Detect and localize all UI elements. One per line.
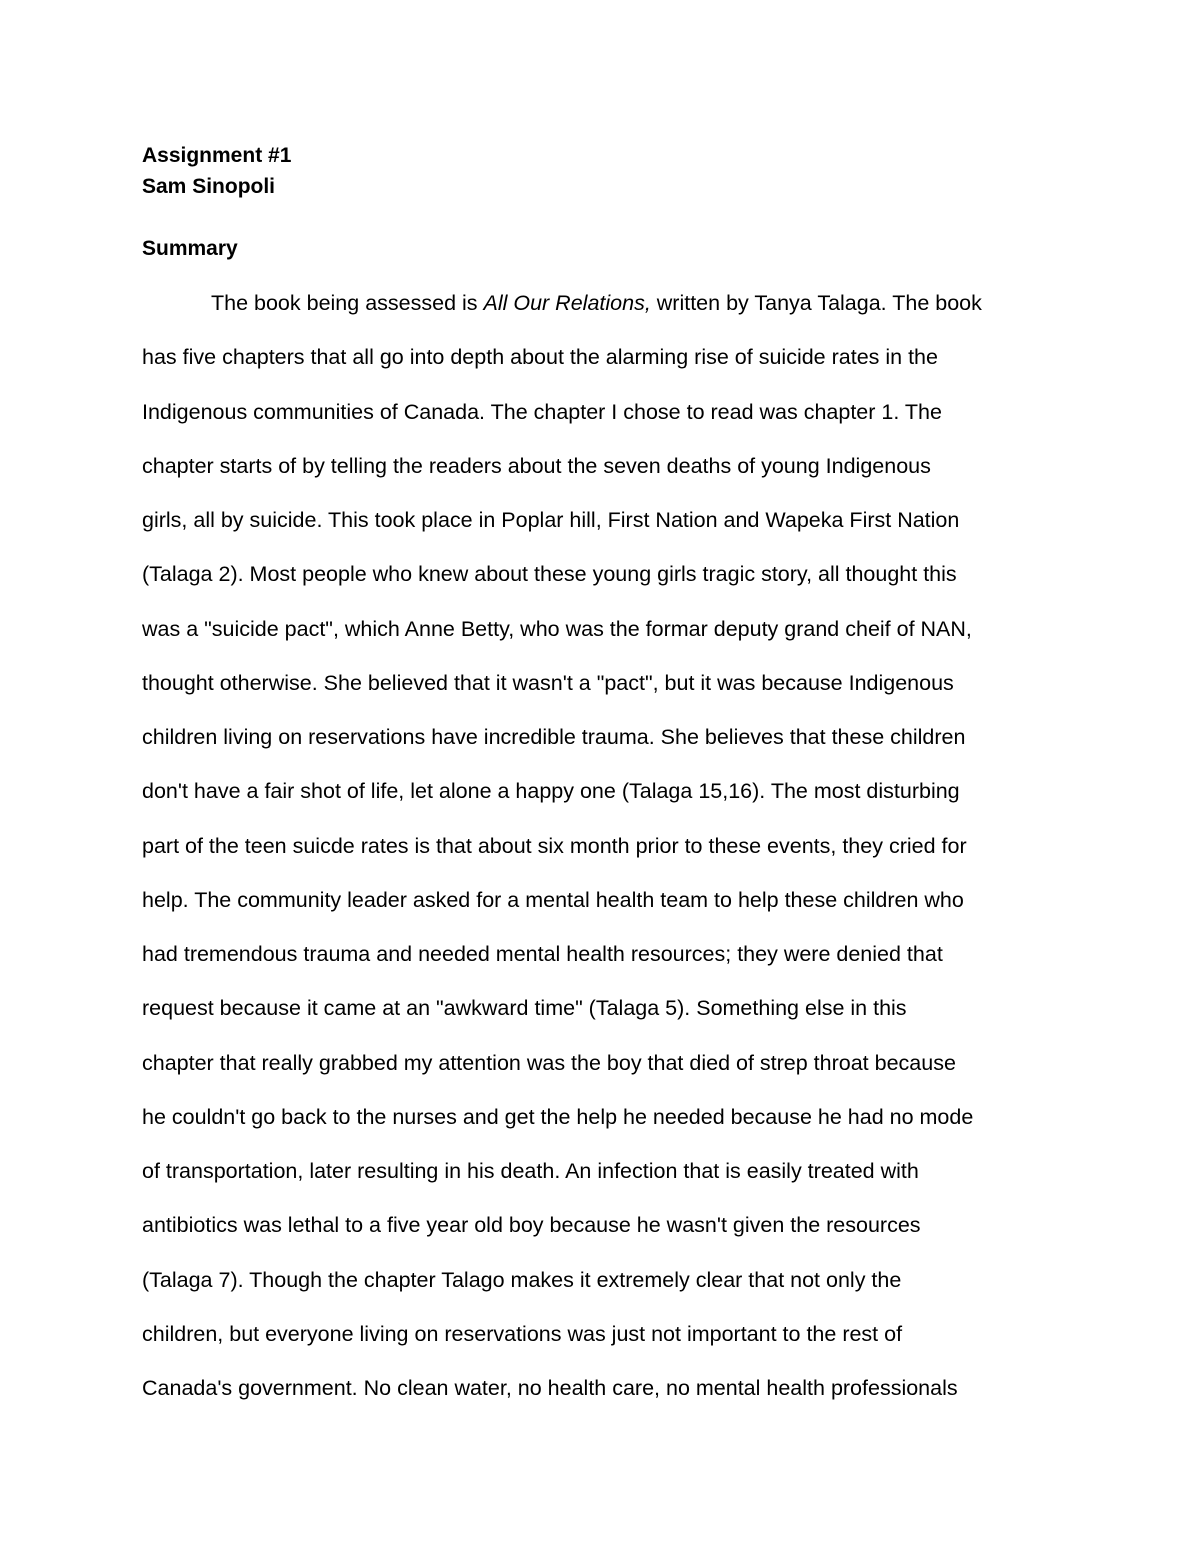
section-heading: Summary [142, 237, 238, 260]
assignment-title: Assignment #1 [142, 144, 292, 167]
paragraph-line: part of the teen suicde rates is that about six month prior to these events, they cried for [142, 833, 967, 858]
author-name: Sam Sinopoli [142, 175, 276, 198]
paragraph-line: Canada's government. No clean water, no health care, no mental health professionals [142, 1376, 958, 1400]
paragraph-line: (Talaga 7). Though the chapter Talago makes it extremely clear that not only the [142, 1267, 902, 1292]
paragraph-line: he couldn't go back to the nurses and get the help he needed because he had no mode [142, 1104, 974, 1129]
paragraph-line: has five chapters that all go into depth about the alarming rise of suicide rates in the [142, 345, 938, 370]
paragraph-line: chapter starts of by telling the readers about the seven deaths of young Indigenous [142, 453, 931, 478]
paragraph-line: girls, all by suicide. This took place in Poplar hill, First Nation and Wapeka First Nation [142, 508, 960, 532]
paragraph-line: request because it came at an "awkward time" (Talaga 5). Something else in this [142, 996, 907, 1021]
paragraph-line: don't have a fair shot of life, let alone a happy one (Talaga 15,16). The most disturbing [142, 779, 960, 804]
paragraph-line: children living on reservations have incredible trauma. She believes that these children [142, 725, 966, 749]
paragraph-line: (Talaga 2). Most people who knew about these young girls tragic story, all thought this [142, 562, 957, 587]
paragraph-line: help. The community leader asked for a mental health team to help these children who [142, 887, 964, 912]
summary-paragraph [142, 288, 1062, 1427]
text-run: The book being assessed is [211, 291, 484, 315]
paragraph-line: thought otherwise. She believed that it wasn't a "pact", but it was because Indigenous [142, 670, 954, 695]
text-run: written by Tanya Talaga. The book [650, 291, 982, 315]
paragraph-line: Indigenous communities of Canada. The chapter I chose to read was chapter 1. The [142, 399, 942, 424]
paragraph-line [142, 288, 1062, 342]
paragraph-line: of transportation, later resulting in his death. An infection that is easily treated with [142, 1159, 919, 1183]
paragraph-line: was a "suicide pact", which Anne Betty, who was the formar deputy grand cheif of NAN, [142, 616, 972, 641]
paragraph-line: had tremendous trauma and needed mental health resources; they were denied that [142, 942, 943, 966]
paragraph-line: chapter that really grabbed my attention was the boy that died of strep throat because [142, 1050, 956, 1075]
paragraph-line: antibiotics was lethal to a five year old boy because he wasn't given the resources [142, 1213, 921, 1238]
paragraph-line: children, but everyone living on reservations was just not important to the rest of [142, 1321, 903, 1346]
book-title: All Our Relations, [483, 291, 651, 315]
